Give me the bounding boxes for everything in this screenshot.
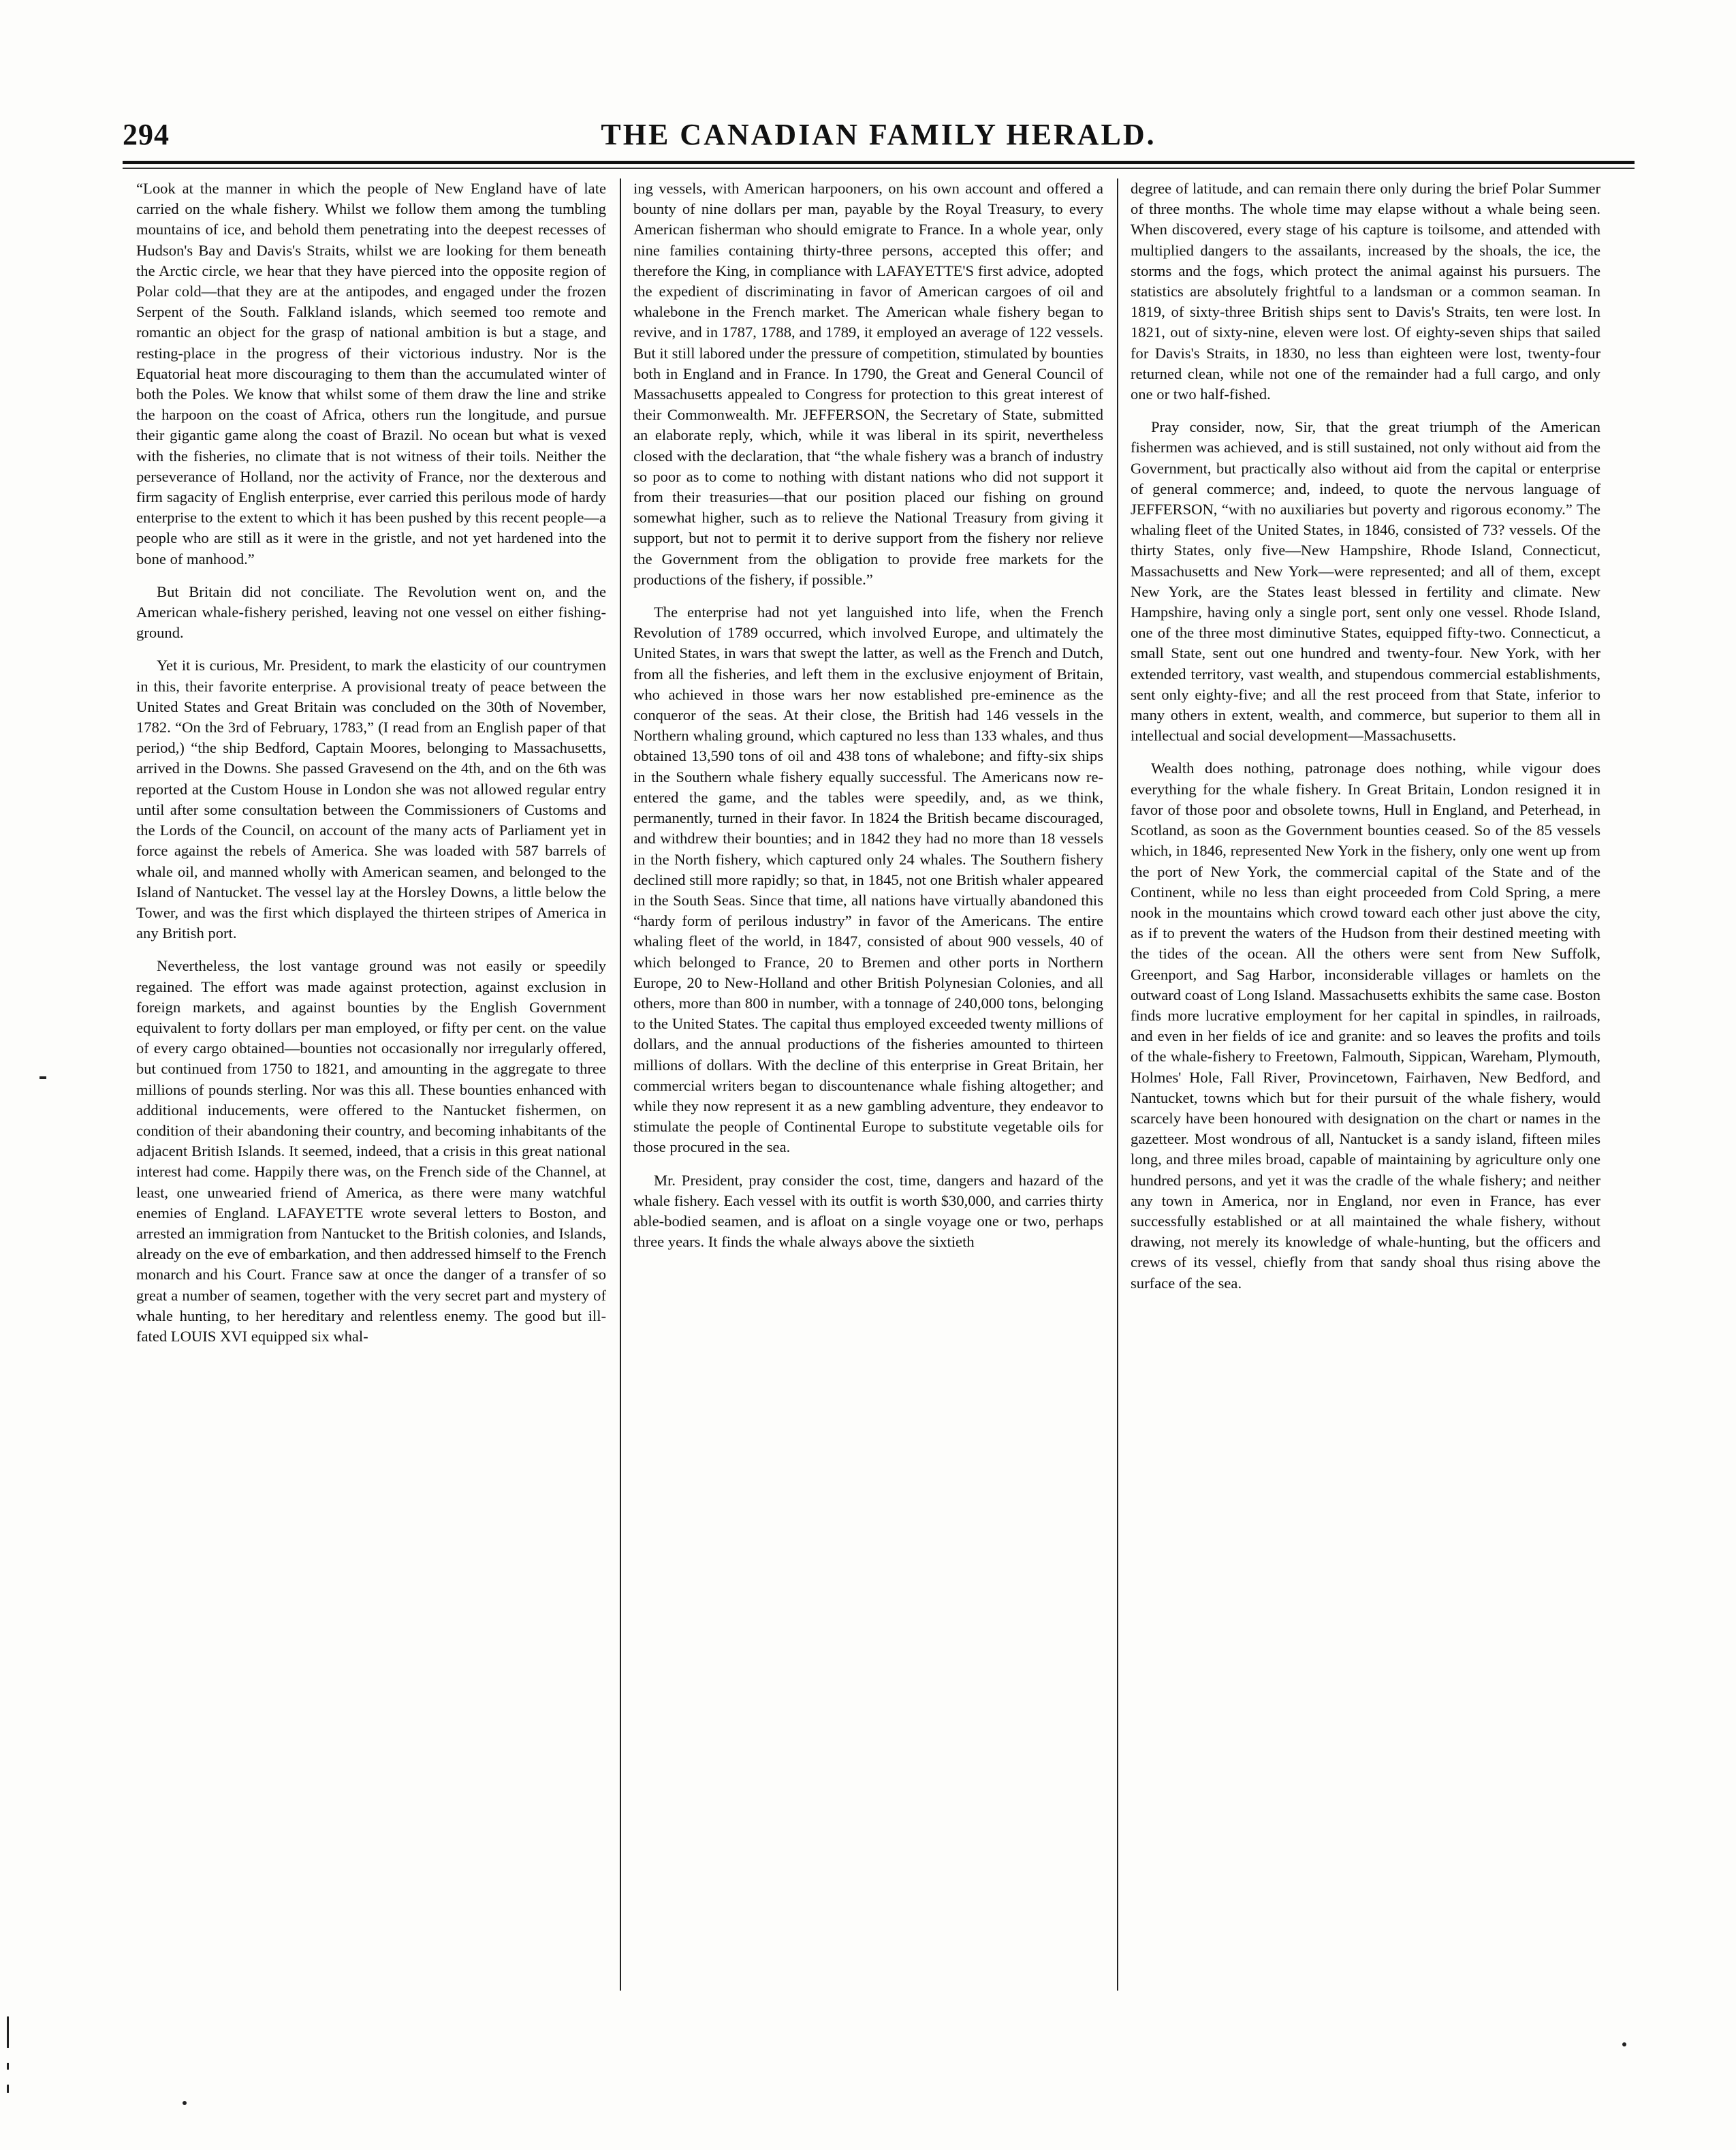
paragraph: Yet it is curious, Mr. President, to mark the elasticity of our countrymen in this, their favorite enterprise. A provisional treaty of peace between the United States and Great Britain was concluded on the 30th of November, 1782. “On the 3rd of February, 1783,” (I read from an English paper of that period,) “the ship Bedford, Captain Moores, belonging to Massachusetts, arrived in the Downs. She passed Gravesend on the 4th, and on the 6th was reported at the Custom House in London she was not allowed regular entry until after some consultation between the Commissioners of Customs and the Lords of the Council, on account of the many acts of Parliament yet in force against the rebels of America. She was loaded with 587 barrels of whale oil, and manned wholly with American seamen, and belonged to the Island of Nantucket. The vessel lay at the Horsley Downs, a little below the Tower, and was the first which displayed the thirteen stripes of America in any British port. — [136, 657, 606, 942]
article-columns — [136, 178, 1635, 1991]
column-3 — [1131, 178, 1600, 1991]
scan-artifact — [1622, 2042, 1626, 2046]
paragraph: Mr. President, pray consider the cost, time, dangers and hazard of the whale fishery. Each vessel with its outfit is worth $30,000, and carries thirty able-bodied seamen, and is afloat on a single voyage one or two, perhaps three years. It finds the whale always above the sixtieth — [633, 1171, 1103, 1251]
scan-artifact — [7, 2063, 9, 2070]
header-rule-thin — [123, 168, 1635, 169]
header-rule-thick — [123, 161, 1635, 164]
column-2 — [633, 178, 1103, 1991]
paragraph: Wealth does nothing, patronage does nothing, while vigour does everything for the whale fishery. In Great Britain, London resigned it in favor of those poor and obsolete towns, Hull in England, and Peterhead, in Scotland, as soon as the Government bounties ceased. So of the 85 vessels which, in 1846, represented New York in the fishery, only one went up from the port of New York, the commercial capital of the State and of the Continent, while no less than eight proceeded from Cold Spring, a mere nook in the mountains which crowd toward each other just above the city, as if to prevent the waters of the Hudson from their destined meeting with the tides of the ocean. All the others were sent from New Suffolk, Greenport, and Sag Harbor, inconsiderable villages or hamlets on the outward coast of Long Island. Massachusetts exhibits the same case. Boston finds more lucrative employment for her capital in spindles, in railroads, and even in her fields of ice and granite: and so leaves the profits and toils of the whale-fishery to Freetown, Falmouth, Sippican, Wareham, Plymouth, Holmes' Hole, Fall River, Provincetown, Fairhaven, New Bedford, and Nantucket, towns which but for their pursuit of the whale fishery, would scarcely have been honoured with designation on the chart or names in the gazetteer. Most wondrous of all, Nantucket is a sandy island, fifteen miles long, and three miles broad, capable of maintaining by agriculture only one hundred persons, and yet it was the cradle of the whale fishery; and neither any town in America, nor in England, nor even in France, has ever successfully established or at all maintained the whale fishery, without drawing, not merely its knowledge of whale-hunting, but the officers and crews of its vessel, chiefly from that sandy shoal thus rising above the surface of the sea. — [1131, 760, 1600, 1292]
scan-artifact — [183, 2101, 187, 2105]
paragraph: The enterprise had not yet languished into life, when the French Revolution of 1789 occurred, which involved Europe, and ultimately the United States, in wars that swept the latter, as well as the French and Dutch, from all the fisheries, and left them in the exclusive enjoyment of Britain, who achieved in those wars her now established pre-eminence as the conqueror of the seas. At their close, the British had 146 vessels in the Northern whaling ground, which captured no less than 133 whales, and thus obtained 13,590 tons of oil and 438 tons of whalebone; and fifty-six ships in the Southern whale fishery equally successful. The Americans now re-entered the game, and the tables were speedily, and, as we think, permanently, turned in their favor. In 1824 the British became discouraged, and withdrew their bounties; and in 1842 they had no more than 18 vessels in the North fishery, which captured only 24 whales. The Southern fishery declined still more rapidly; so that, in 1845, not one British whaler appeared in the South Seas. Since that time, all nations have virtually abandoned this “hardy form of perilous industry” in favor of the Americans. The entire whaling fleet of the world, in 1847, consisted of about 900 vessels, 40 of which belonged to France, 20 to Bremen and other ports in Northern Europe, 20 to New-Holland and other British Polynesian Colonies, and all others, more than 800 in number, with a tonnage of 240,000 tons, belonging to the United States. The capital thus employed exceeded twenty millions of dollars, and the annual productions of the fisheries amounted to thirteen millions of dollars. With the decline of this enterprise in Great Britain, her commercial writers began to discountenance whale fishing altogether; and while they now represent it as a new gambling adventure, they endeavor to stimulate the people of Continental Europe to substitute vegetable oils for those procured in the sea. — [633, 604, 1103, 1156]
page-number: 294 — [123, 118, 170, 151]
paragraph: Nevertheless, the lost vantage ground was not easily or speedily regained. The effort was made against protection, against exclusion in foreign markets, and against bounties by the English Government equivalent to forty dollars per man employed, or fifty per cent. on the value of every cargo obtained—bounties not occasionally nor irregularly offered, but continued from 1750 to 1821, and amounting in the aggregate to three millions of pounds sterling. Nor was this all. These bounties enhanced with additional inducements, were offered to the Nantucket fishermen, on condition of their abandoning their country, and becoming inhabitants of the adjacent British Islands. It seemed, indeed, that a crisis in this great national interest had come. Happily there was, on the French side of the Channel, at least, one unwearied friend of America, as there were many watchful enemies of England. LAFAYETTE wrote several letters to Boston, and arrested an immigration from Nantucket to the British colonies, and Islands, already on the eve of embarkation, and then addressed himself to the French monarch and his Court. France saw at once the danger of a transfer of so great a number of seamen, together with the very secret part and mystery of whale hunting, to her hereditary and relentless enemy. The good but ill-fated LOUIS XVI equipped six whal- — [136, 957, 606, 1345]
paragraph: degree of latitude, and can remain there only during the brief Polar Summer of three months. The whole time may elapse without a whale being seen. When discovered, every stage of his capture is toilsome, and attended with multiplied dangers to the assailants, increased by the shoals, the ice, the storms and the fogs, which protect the animal against his pursuers. The statistics are absolutely frightful to a landsman or a common seaman. In 1819, of sixty-three British ships sent to Davis's Straits, ten were lost. In 1821, out of sixty-nine, eleven were lost. Of eighty-seven ships that sailed for Davis's Straits, in 1830, no less than eighteen were lost, twenty-four returned clean, while not one of the remainder had a full cargo, and only one or two half-fished. — [1131, 180, 1600, 403]
scan-artifact — [7, 2016, 9, 2048]
paragraph: But Britain did not conciliate. The Revolution went on, and the American whale-fishery perished, leaving not one vessel on either fishing-ground. — [136, 582, 606, 642]
running-title: THE CANADIAN FAMILY HERALD. — [601, 118, 1156, 151]
paragraph: ing vessels, with American harpooners, on his own account and offered a bounty of nine dollars per man, payable by the Royal Treasury, to every American fisherman who should emigrate to France. In a whole year, only nine families containing thirty-three persons, accepted this offer; and therefore the King, in compliance with LAFAYETTE'S first advice, adopted the expedient of discriminating in favor of American cargoes of oil and whalebone in the French market. The American whale fishery began to revive, and in 1787, 1788, and 1789, it employed an average of 122 vessels. But it still labored under the pressure of competition, stimulated by bounties both in England and in France. In 1790, the Great and General Council of Massachusetts appealed to Congress for protection to this great interest of their Commonwealth. Mr. JEFFERSON, the Secretary of State, submitted an elaborate reply, which, while it was liberal in its spirit, nevertheless closed with the declaration, that “the whale fishery was a branch of industry so poor as to come to nothing with distant nations who did not support it from their treasuries—that our position placed our fishing on ground somewhat higher, such as to relieve the National Treasury from giving it support, but not to permit it to derive support from the fishery nor relieve the Government from the obligation to provide free markets for the productions of the fishery, if possible.” — [633, 180, 1103, 588]
paragraph: “Look at the manner in which the people of New England have of late carried on the whale fishery. Whilst we follow them among the tumbling mountains of ice, and behold them penetrating into the deepest recesses of Hudson's Bay and Davis's Straits, whilst we are looking for them beneath the Arctic circle, we hear that they have pierced into the opposite region of Polar cold—that they are at the antipodes, and engaged under the frozen Serpent of the South. Falkland islands, which seemed too remote and romantic an object for the grasp of national ambition is but a stage, and resting-place in the progress of their victorious industry. Nor is the Equatorial heat more discouraging to them than the accumulated winter of both the Poles. We know that whilst some of them draw the line and strike the harpoon on the coast of Africa, others run the longitude, and pursue their gigantic game along the coast of Brazil. No ocean but what is vexed with the fisheries, no climate that is not witness of their toils. Neither the perseverance of Holland, nor the activity of France, nor the dexterous and firm sagacity of English enterprise, ever carried this perilous mode of hardy enterprise to the extent to which it has been pushed by this recent people—a people who are still as it were in the gristle, and not yet hardened into the bone of manhood.” — [136, 180, 606, 567]
paragraph: Pray consider, now, Sir, that the great triumph of the American fishermen was achieved, and is still sustained, not only without aid from the Government, but practically also without aid from the capital or enterprise of general commerce; and, indeed, to quote the nervous language of JEFFERSON, “with no auxiliaries but poverty and rigorous economy.” The whaling fleet of the United States, in 1846, consisted of 73? vessels. Of the thirty States, only five—New Hampshire, Rhode Island, Connecticut, Massachusetts and New York—were represented; and all of them, except New York, are the States least blessed in fertility and climate. New Hampshire, having only a single port, sent only one vessel. Rhode Island, one of the three most diminutive States, equipped fifty-two. Connecticut, a small State, sent out one hundred and twenty-four. New York, with her extended territory, vast wealth, and stupendous commercial establishments, sent only eighty-five; and all the rest proceed from that State, inferior to many others in extent, wealth, and commerce, but superior to them all in intellectual and social development—Massachusetts. — [1131, 418, 1600, 745]
column-1 — [136, 178, 606, 1991]
scan-artifact — [7, 2085, 9, 2093]
scan-artifact — [40, 1076, 46, 1079]
page-header — [123, 117, 1635, 158]
